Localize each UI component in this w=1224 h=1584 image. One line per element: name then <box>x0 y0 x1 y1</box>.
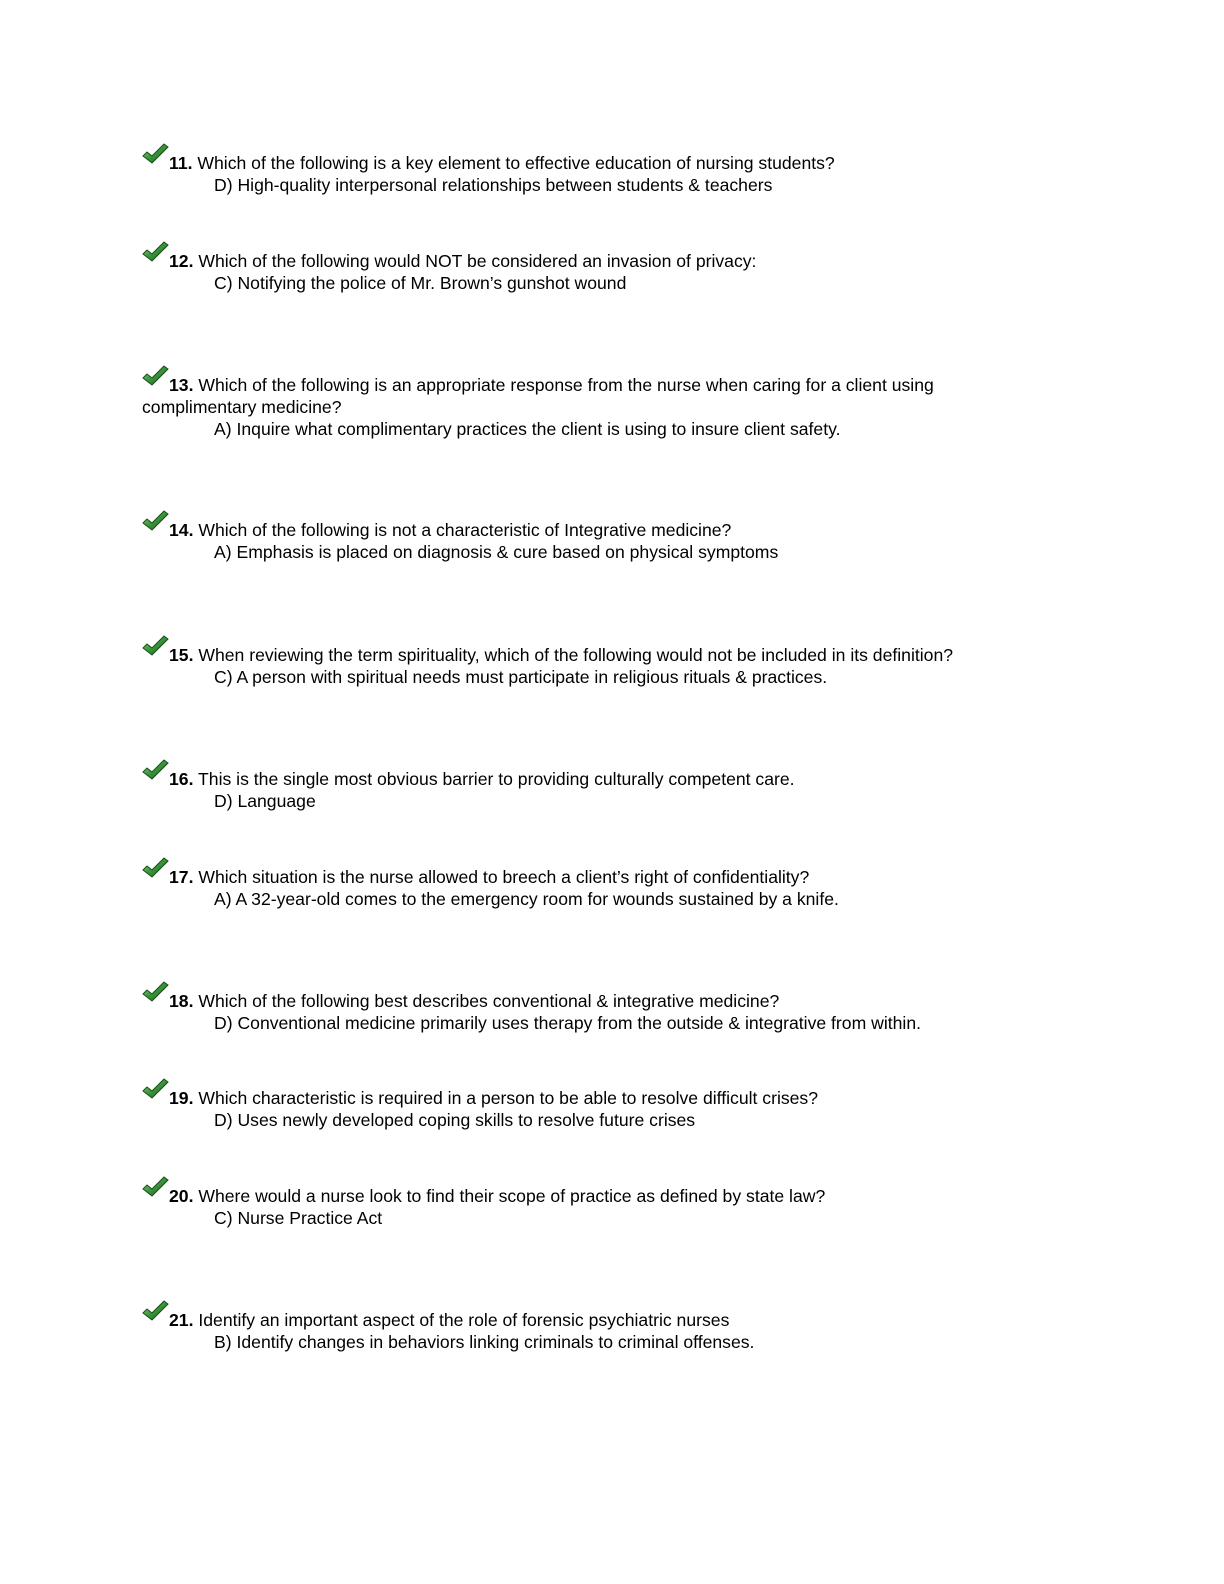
question-18 <box>142 990 1042 1034</box>
question-number: 11. <box>169 153 193 173</box>
green-check-icon <box>142 1299 169 1323</box>
answer-text: B) Identify changes in behaviors linking criminals to criminal offenses. <box>214 1332 755 1352</box>
green-check-icon <box>142 364 169 388</box>
answer-text: C) Notifying the police of Mr. Brown’s gunshot wound <box>214 273 627 293</box>
answer-text: C) Nurse Practice Act <box>214 1208 383 1228</box>
question-number: 15. <box>169 645 194 665</box>
green-check-icon <box>142 980 169 1004</box>
question-text: Where would a nurse look to find their scope of practice as defined by state law? <box>198 1186 826 1206</box>
green-check-icon <box>142 1077 169 1101</box>
question-number: 18. <box>169 991 194 1011</box>
green-check-icon <box>142 240 169 264</box>
answer-text: D) Uses newly developed coping skills to resolve future crises <box>214 1110 696 1130</box>
question-text: Which of the following is a key element to effective education of nursing students? <box>197 153 835 173</box>
green-check-icon <box>142 1175 169 1199</box>
question-20 <box>142 1185 1042 1229</box>
question-text: This is the single most obvious barrier to providing culturally competent care. <box>198 769 795 789</box>
answer-text: C) A person with spiritual needs must participate in religious rituals & practices. <box>214 667 828 687</box>
question-text: Which of the following is not a characteristic of Integrative medicine? <box>198 520 732 540</box>
question-text: Which of the following is an appropriate response from the nurse when caring for a client using complimentary medicine? <box>142 375 934 417</box>
answer-text: A) Emphasis is placed on diagnosis & cure based on physical symptoms <box>214 542 779 562</box>
question-number: 14. <box>169 520 194 540</box>
answer-text: D) Language <box>214 791 316 811</box>
question-text: Identify an important aspect of the role of forensic psychiatric nurses <box>198 1310 730 1330</box>
answer-text: D) High-quality interpersonal relationships between students & teachers <box>214 175 773 195</box>
answer-text: A) A 32-year-old comes to the emergency room for wounds sustained by a knife. <box>214 889 839 909</box>
question-12 <box>142 250 1042 294</box>
question-14 <box>142 519 1042 563</box>
question-number: 17. <box>169 867 194 887</box>
question-number: 19. <box>169 1088 194 1108</box>
question-17 <box>142 866 1042 910</box>
question-text: When reviewing the term spirituality, which of the following would not be included in its definition? <box>198 645 954 665</box>
answer-text: A) Inquire what complimentary practices the client is using to insure client safety. <box>214 419 841 439</box>
question-21 <box>142 1309 1042 1353</box>
question-number: 21. <box>169 1310 194 1330</box>
question-19 <box>142 1087 1042 1131</box>
question-16 <box>142 768 1042 812</box>
question-text: Which characteristic is required in a person to be able to resolve difficult crises? <box>198 1088 819 1108</box>
question-text: Which situation is the nurse allowed to breech a client’s right of confidentiality? <box>198 867 810 887</box>
question-number: 20. <box>169 1186 194 1206</box>
green-check-icon <box>142 509 169 533</box>
green-check-icon <box>142 634 169 658</box>
green-check-icon <box>142 856 169 880</box>
question-13 <box>142 374 1042 440</box>
question-15 <box>142 644 1042 688</box>
question-text: Which of the following best describes conventional & integrative medicine? <box>198 991 780 1011</box>
green-check-icon <box>142 142 169 166</box>
question-number: 13. <box>169 375 194 395</box>
question-11 <box>142 152 1042 196</box>
question-number: 12. <box>169 251 194 271</box>
answer-text: D) Conventional medicine primarily uses therapy from the outside & integrative from within. <box>214 1013 921 1033</box>
green-check-icon <box>142 758 169 782</box>
question-number: 16. <box>169 769 194 789</box>
question-text: Which of the following would NOT be considered an invasion of privacy: <box>198 251 757 271</box>
